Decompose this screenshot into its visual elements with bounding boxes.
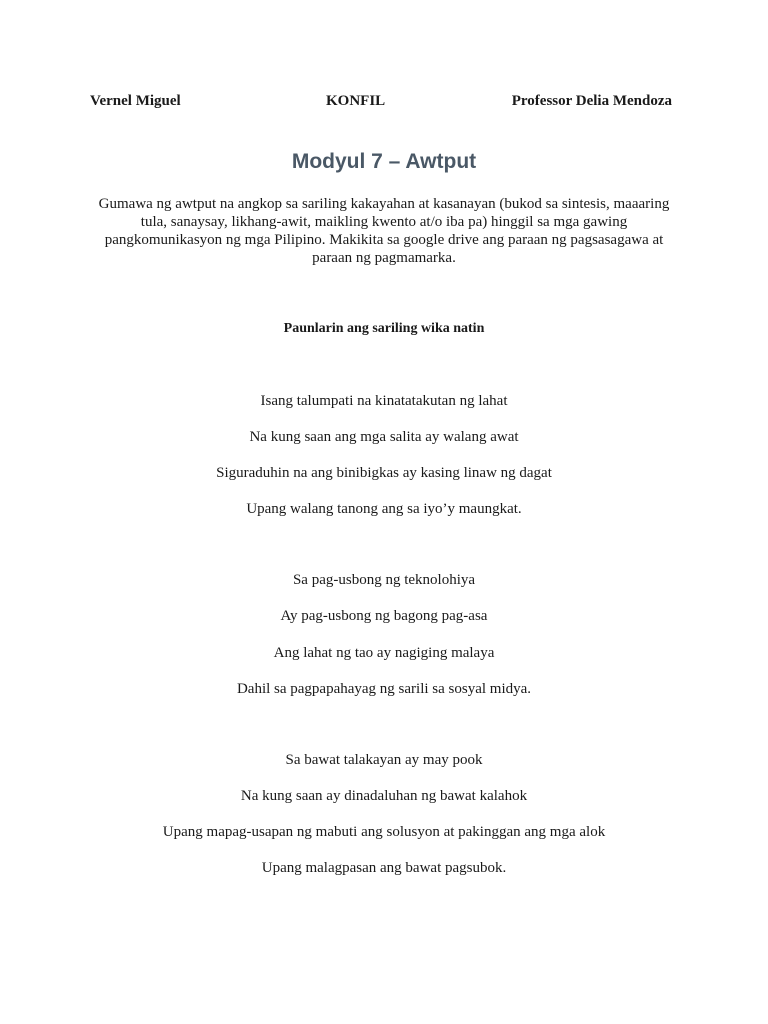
- instructions-paragraph: Gumawa ng awtput na angkop sa sariling kakayahan at kasanayan (bukod sa sintesis, maaaring tula, sanaysay, likhang-awit, maikling kwento at/o iba pa) hinggil sa mga gawing pangkomunikasyon ng mga Pilipino. Makikita sa google drive ang paraan ng pagsasagawa at paraan ng pagmamarka.: [98, 196, 670, 266]
- course-code: KONFIL: [326, 93, 386, 109]
- module-title: Modyul 7 – Awtput: [291, 150, 477, 173]
- poem-line-2-1: Sa pag-usbong ng teknolohiya: [292, 572, 476, 588]
- poem-line-2-2: Ay pag-usbong ng bagong pag-asa: [280, 608, 488, 624]
- poem-line-3-2: Na kung saan ay dinadaluhan ng bawat kalahok: [240, 788, 528, 804]
- poem-line-2-3: Ang lahat ng tao ay nagiging malaya: [273, 645, 495, 661]
- professor-name: Professor Delia Mendoza: [511, 93, 672, 109]
- poem-line-3-4: Upang malagpasan ang bawat pagsubok.: [261, 860, 507, 876]
- poem-line-3-3: Upang mapag-usapan ng mabuti ang solusyon at pakinggan ang mga alok: [162, 824, 606, 840]
- document-header: [90, 93, 672, 115]
- poem-title: Paunlarin ang sariling wika natin: [283, 321, 485, 336]
- poem-line-3-1: Sa bawat talakayan ay may pook: [285, 752, 483, 768]
- poem-line-1-3: Siguraduhin na ang binibigkas ay kasing linaw ng dagat: [216, 465, 552, 481]
- poem-line-1-4: Upang walang tanong ang sa iyo’y maungkat.: [246, 501, 522, 517]
- author-name: Vernel Miguel: [90, 93, 181, 109]
- poem-line-1-1: Isang talumpati na kinatatakutan ng lahat: [260, 393, 508, 409]
- poem-line-2-4: Dahil sa pagpapahayag ng sarili sa sosyal midya.: [236, 681, 532, 697]
- poem-line-1-2: Na kung saan ang mga salita ay walang awat: [249, 429, 519, 445]
